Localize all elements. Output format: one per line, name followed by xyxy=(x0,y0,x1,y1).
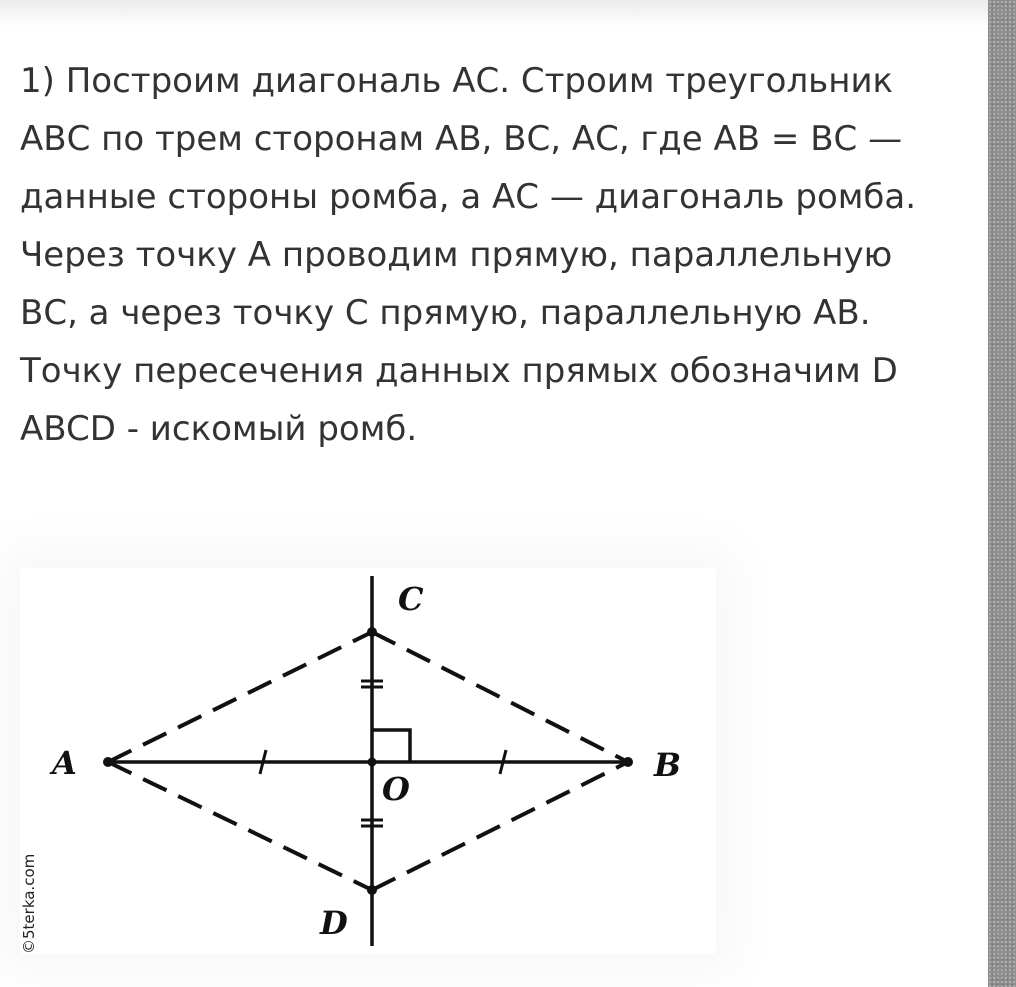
top-shadow xyxy=(0,0,988,28)
side-ad xyxy=(108,762,372,890)
answer-text: 1) Построим диагональ АС. Строим треугольник АВС по трем сторонам АВ, ВС, АС, где АВ = ВС — данные стороны ромба, а АС — диагональ ромба. Через точку А проводим прямую, параллельную ВС, а через точку С прямую, параллельную АВ. Точку пересечения данных прямых обозначим D ABCD - искомый ромб. xyxy=(20,61,917,449)
vertex-d xyxy=(367,885,377,895)
label-o: O xyxy=(382,770,410,808)
right-angle-mark xyxy=(372,730,410,762)
vertex-b xyxy=(623,757,633,767)
rhombus-diagram xyxy=(20,568,716,954)
vertex-c xyxy=(367,627,377,637)
page-scrollbar[interactable] xyxy=(988,0,1016,987)
center-o xyxy=(368,758,377,767)
rhombus-figure xyxy=(20,568,716,954)
side-ac xyxy=(108,632,372,762)
label-a: A xyxy=(52,744,77,782)
vertex-a xyxy=(103,757,113,767)
label-d: D xyxy=(320,904,348,942)
watermark: ©5terka.com xyxy=(20,853,38,954)
side-db xyxy=(372,762,628,890)
label-b: B xyxy=(654,746,682,784)
label-c: C xyxy=(398,580,424,618)
